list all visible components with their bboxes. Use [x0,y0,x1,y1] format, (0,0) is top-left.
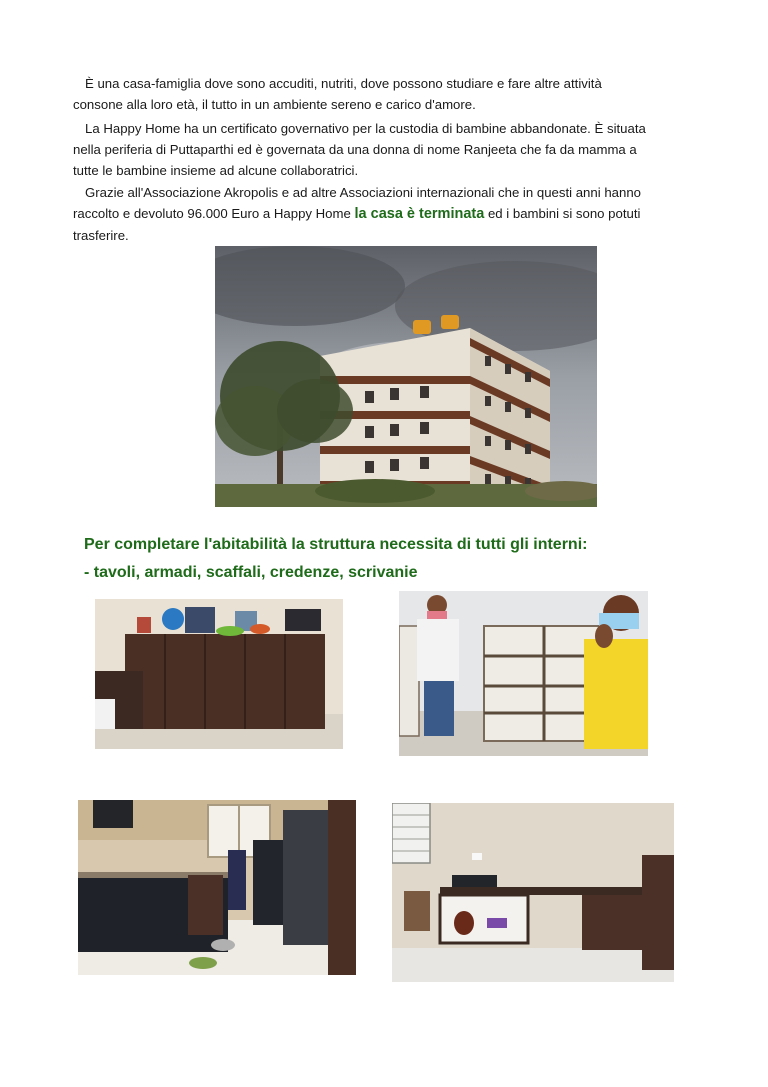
text-line: trasferire. [73,228,129,243]
text-line: ed i bambini si sono potuti [484,206,641,221]
text-line: consone alla loro età, il tutto in un ambiente sereno e carico d'amore. [73,97,476,112]
text-line: tutte le bambine insieme ad alcune collaboratrici. [73,163,359,178]
shelves-photo [399,591,648,756]
highlight-house-finished: la casa è terminata [354,206,485,222]
paragraph-certificate [73,118,693,181]
paragraph-thanks [73,182,693,246]
text-line: È una casa-famiglia dove sono accuditi, nutriti, dove possono studiare e fare altre attività [85,76,602,91]
text-line: Grazie all'Associazione Akropolis e ad altre Associazioni internazionali che in questi anni hanno [85,185,641,200]
text-line: raccolto e devoluto 96.000 Euro a Happy Home [73,206,355,221]
kitchen-photo [78,800,356,975]
needs-heading: Per completare l'abitabilità la struttura necessita di tutti gli interni: [84,536,588,553]
needs-items: - tavoli, armadi, scaffali, credenze, scrivanie [84,564,418,581]
paragraph-intro [73,73,693,115]
cabinet-photo [95,599,343,749]
text-line: La Happy Home ha un certificato governativo per la custodia di bambine abbandonate. È situata [85,121,646,136]
text-line: nella periferia di Puttaparthi ed è governata da una donna di nome Ranjeeta che fa da mamma a [73,142,637,157]
desk-photo [392,803,674,982]
building-photo [215,246,597,507]
